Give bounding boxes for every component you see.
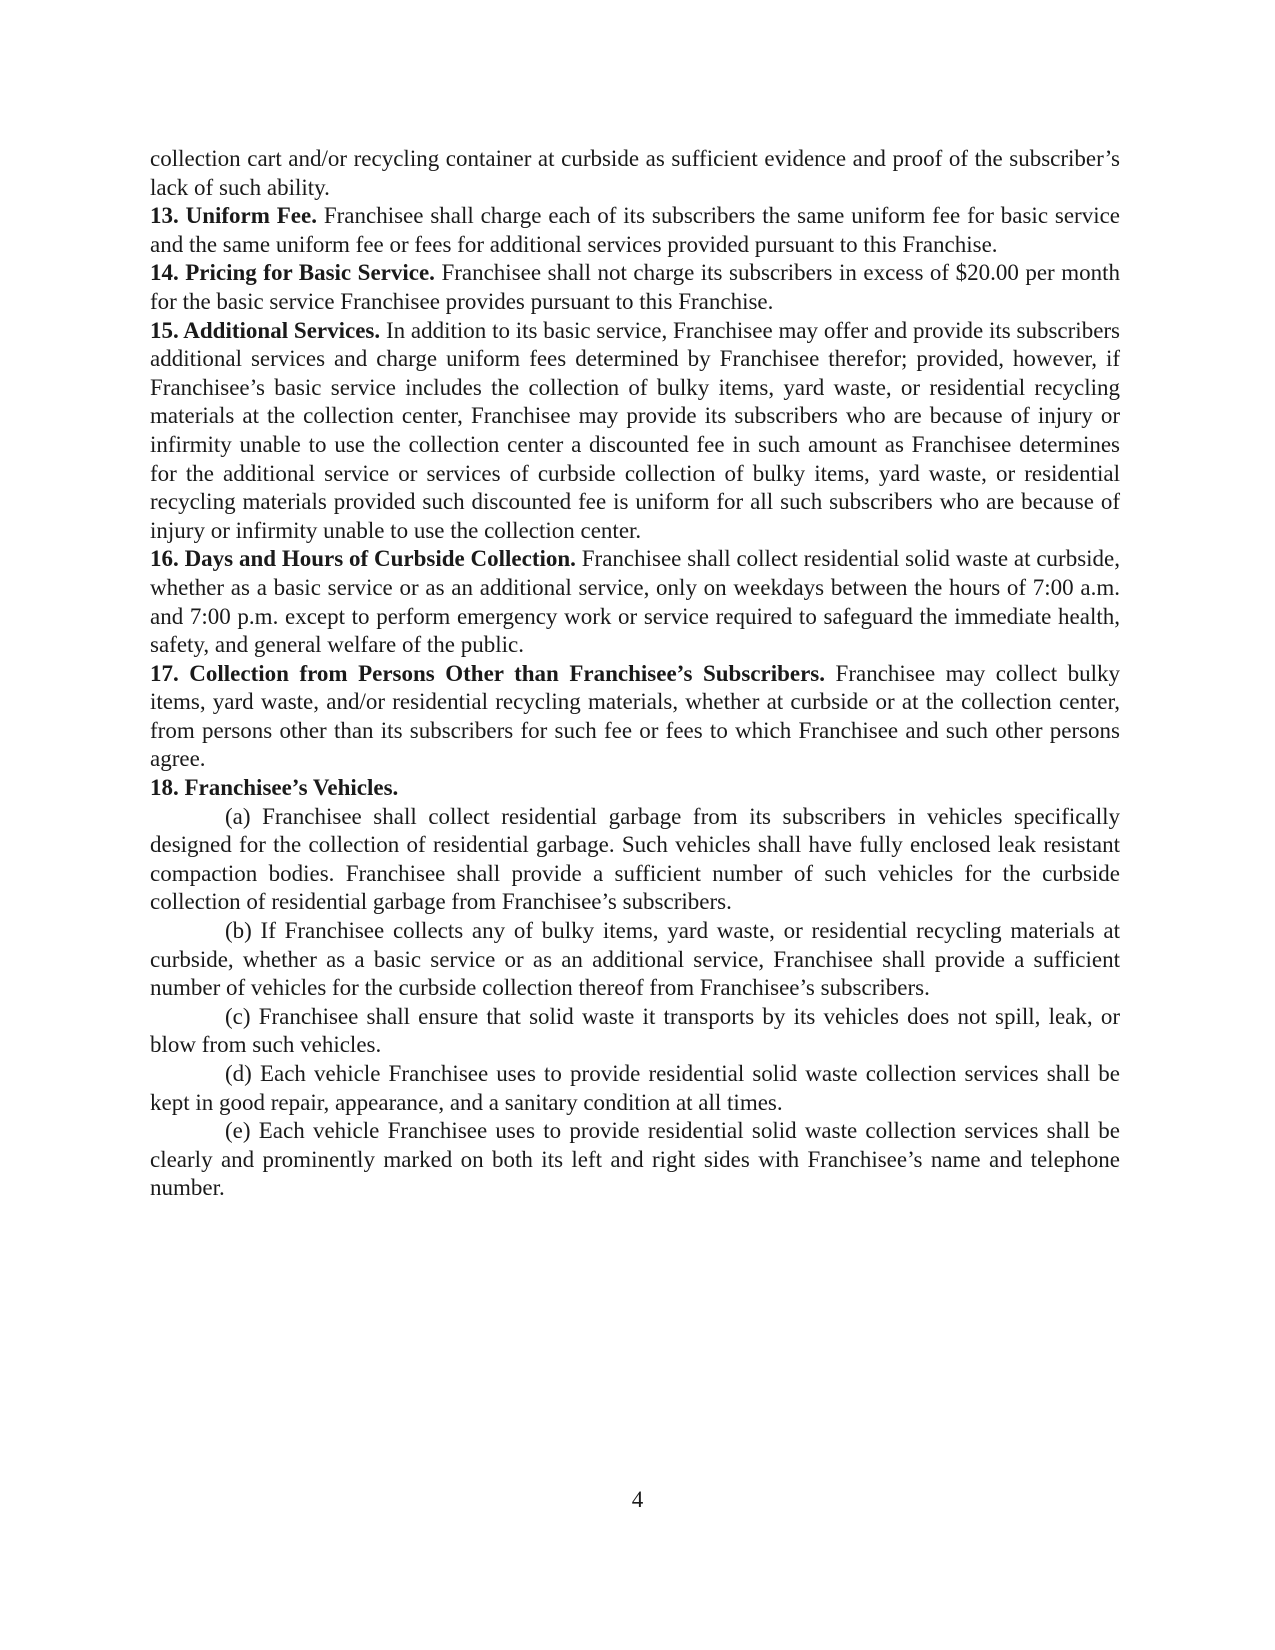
section-body: Franchisee shall collect residential solid waste at curbside, whether as a basic service or as an additional service, only on weekdays between the hours of 7:00 a.m. and 7:00 p.m. except to perform emergency work or service required to safeguard the immediate health, safety, and general welfare of the public. [150,546,1120,658]
section-heading: 13. Uniform Fee. [150,203,317,229]
section-14 [150,259,1120,316]
section-body: Franchisee shall charge each of its subscribers the same uniform fee for basic service and the same uniform fee or fees for additional services provided pursuant to this Franchise. [150,203,1120,257]
section-heading: 16. Days and Hours of Curbside Collection. [150,546,576,572]
section-18-item-b: (b) If Franchisee collects any of bulky items, yard waste, or residential recycling materials at curbside, whether as a basic service or as an additional service, Franchisee shall provide a sufficient number of vehicles for the curbside collection thereof from Franchisee’s subscribers. [150,918,1120,1001]
section-18-item-e: (e) Each vehicle Franchisee uses to provide residential solid waste collection services shall be clearly and prominently marked on both its left and right sides with Franchisee’s name and telephone number. [150,1118,1120,1201]
section-18-item-d: (d) Each vehicle Franchisee uses to provide residential solid waste collection services shall be kept in good repair, appearance, and a sanitary condition at all times. [150,1061,1120,1115]
section-heading: 17. Collection from Persons Other than Franchisee’s Subscribers. [150,660,825,686]
section-15 [150,317,1120,546]
section-body: Franchisee shall not charge its subscribers in excess of $20.00 per month for the basic service Franchisee provides pursuant to this Franchise. [150,260,1120,314]
section-heading: 15. Additional Services. [150,317,381,343]
section-18-heading: 18. Franchisee’s Vehicles. [150,775,399,801]
section-13 [150,202,1120,259]
page-number: 4 [631,1487,644,1512]
section-18-item-c: (c) Franchisee shall ensure that solid waste it transports by its vehicles does not spill, leak, or blow from such vehicles. [150,1003,1120,1058]
section-16 [150,545,1120,659]
section-18-item-a: (a) Franchisee shall collect residential garbage from its subscribers in vehicles specifically designed for the collection of residential garbage. Such vehicles shall have fully enclosed leak resistant compaction bodies. Franchisee shall provide a sufficient number of such vehicles for the curbside collection of residential garbage from Franchisee’s subscribers. [150,803,1120,915]
document-page [150,145,1120,1203]
continuation-paragraph: collection cart and/or recycling container at curbside as sufficient evidence and proof of the subscriber’s lack of such ability. [150,146,1120,200]
section-17 [150,660,1120,774]
section-body: In addition to its basic service, Franchisee may offer and provide its subscribers additional services and charge uniform fees determined by Franchisee therefor; provided, however, if Franchisee’s basic service includes the collection of bulky items, yard waste, or residential recycling materials at the collection center, Franchisee may provide its subscribers who are because of injury or infirmity unable to use the collection center a discounted fee in such amount as Franchisee determines for the additional service or services of curbside collection of bulky items, yard waste, or residential recycling materials provided such discounted fee is uniform for all such subscribers who are because of injury or infirmity unable to use the collection center. [150,317,1121,543]
section-body: Franchisee may collect bulky items, yard waste, and/or residential recycling materials, whether at curbside or at the collection center, from persons other than its subscribers for such fee or fees to which Franchisee and such other persons agree. [150,660,1121,772]
section-heading: 14. Pricing for Basic Service. [150,260,435,286]
